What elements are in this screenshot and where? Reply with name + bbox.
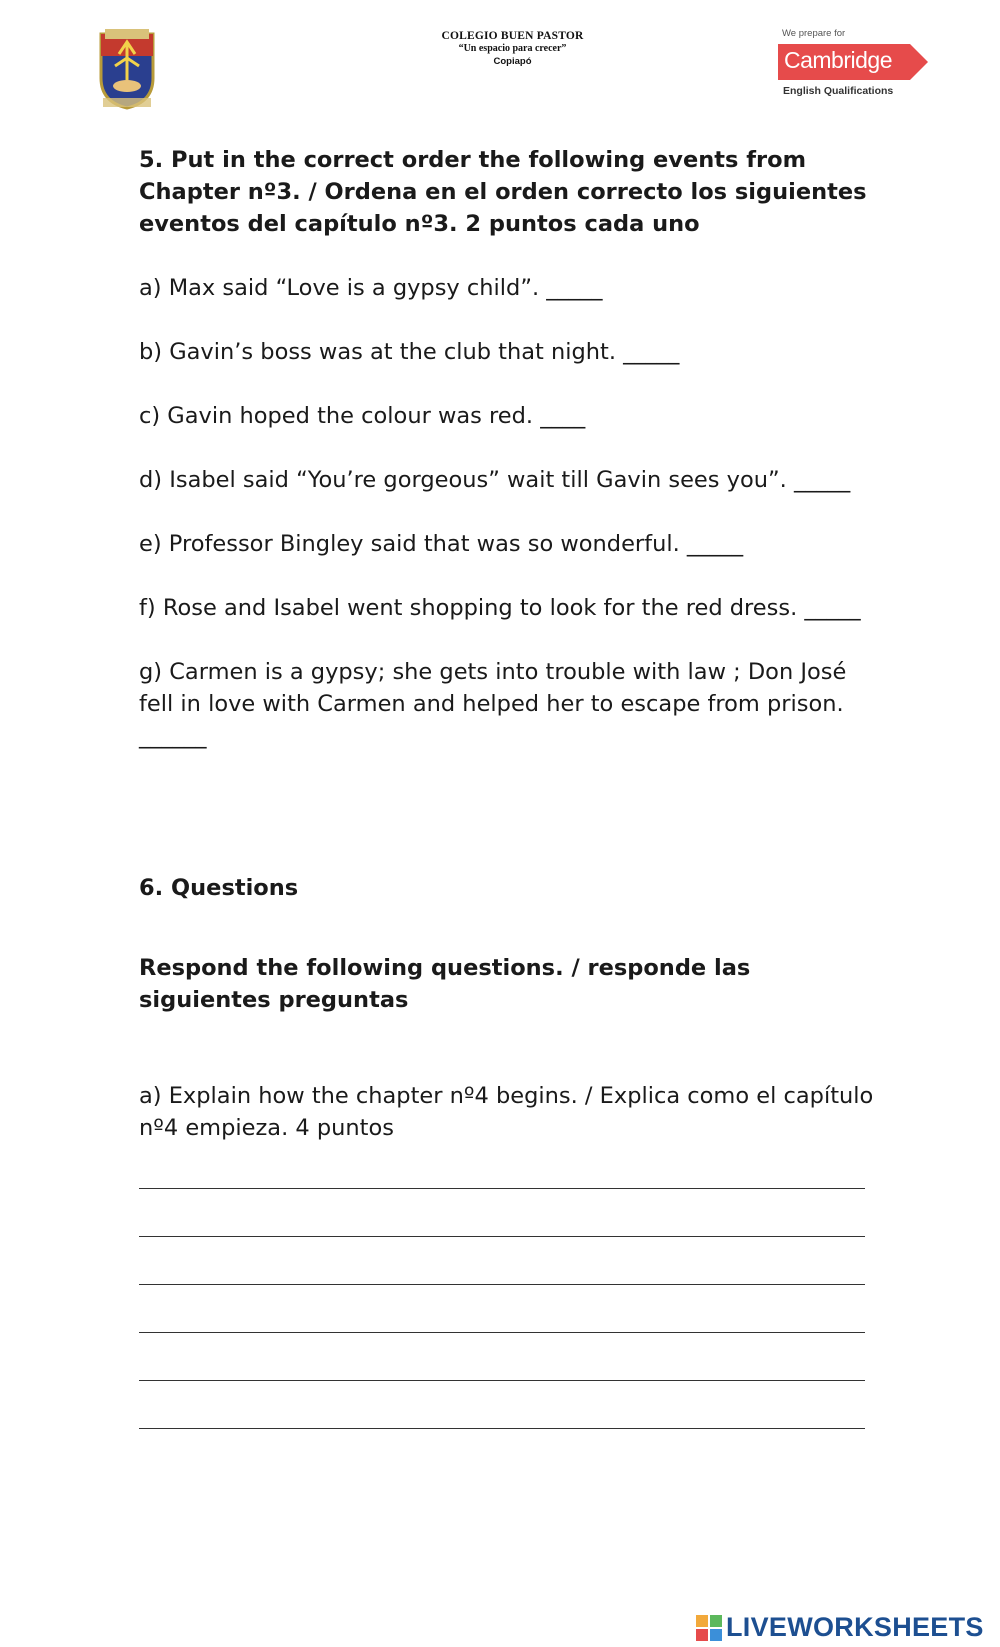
- section-6-title: 6. Questions: [139, 875, 299, 901]
- school-heading: [380, 30, 645, 67]
- event-item-e: e) Professor Bingley said that was so wonderful. _____: [139, 531, 744, 557]
- event-item-f: f) Rose and Isabel went shopping to look for the red dress. _____: [139, 595, 861, 621]
- liveworksheets-logo: [696, 1614, 996, 1644]
- section-5-title: 5. Put in the correct order the following events from Chapter nº3. / Ordena en el orden correcto los siguientes eventos del capítulo nº3. 2 puntos cada uno: [139, 147, 867, 237]
- event-item-c: c) Gavin hoped the colour was red. ____: [139, 403, 586, 429]
- event-item-b: b) Gavin’s boss was at the club that night. _____: [139, 339, 680, 365]
- answer-line[interactable]: [139, 1428, 865, 1429]
- school-motto: “Un espacio para crecer”: [458, 43, 567, 54]
- cambridge-brand-text: Cambridge: [784, 47, 892, 73]
- answer-line[interactable]: [139, 1380, 865, 1381]
- liveworksheets-icon: [696, 1615, 722, 1641]
- school-crest-logo: [97, 28, 157, 110]
- section-6-instruction: Respond the following questions. / responde las siguientes preguntas: [139, 955, 751, 1013]
- cambridge-sub-text: English Qualifications: [783, 85, 894, 97]
- event-item-a: a) Max said “Love is a gypsy child”. _____: [139, 275, 603, 301]
- cambridge-pre-text: We prepare for: [782, 28, 846, 39]
- event-item-g: g) Carmen is a gypsy; she gets into trouble with law ; Don José fell in love with Carmen and helped her to escape from prison. ______: [139, 659, 847, 749]
- cambridge-logo: [778, 28, 928, 103]
- answer-line[interactable]: [139, 1332, 865, 1333]
- answer-line[interactable]: [139, 1188, 865, 1189]
- school-city: Copiapó: [493, 56, 532, 67]
- liveworksheets-brand-text: LIVEWORKSHEETS: [726, 1612, 984, 1642]
- page-header: [0, 0, 1000, 120]
- event-item-d: d) Isabel said “You’re gorgeous” wait till Gavin sees you”. _____: [139, 467, 851, 493]
- answer-line[interactable]: [139, 1284, 865, 1285]
- question-a: a) Explain how the chapter nº4 begins. / Explica como el capítulo nº4 empieza. 4 puntos: [139, 1083, 874, 1141]
- school-name: COLEGIO BUEN PASTOR: [441, 30, 584, 42]
- answer-line[interactable]: [139, 1236, 865, 1237]
